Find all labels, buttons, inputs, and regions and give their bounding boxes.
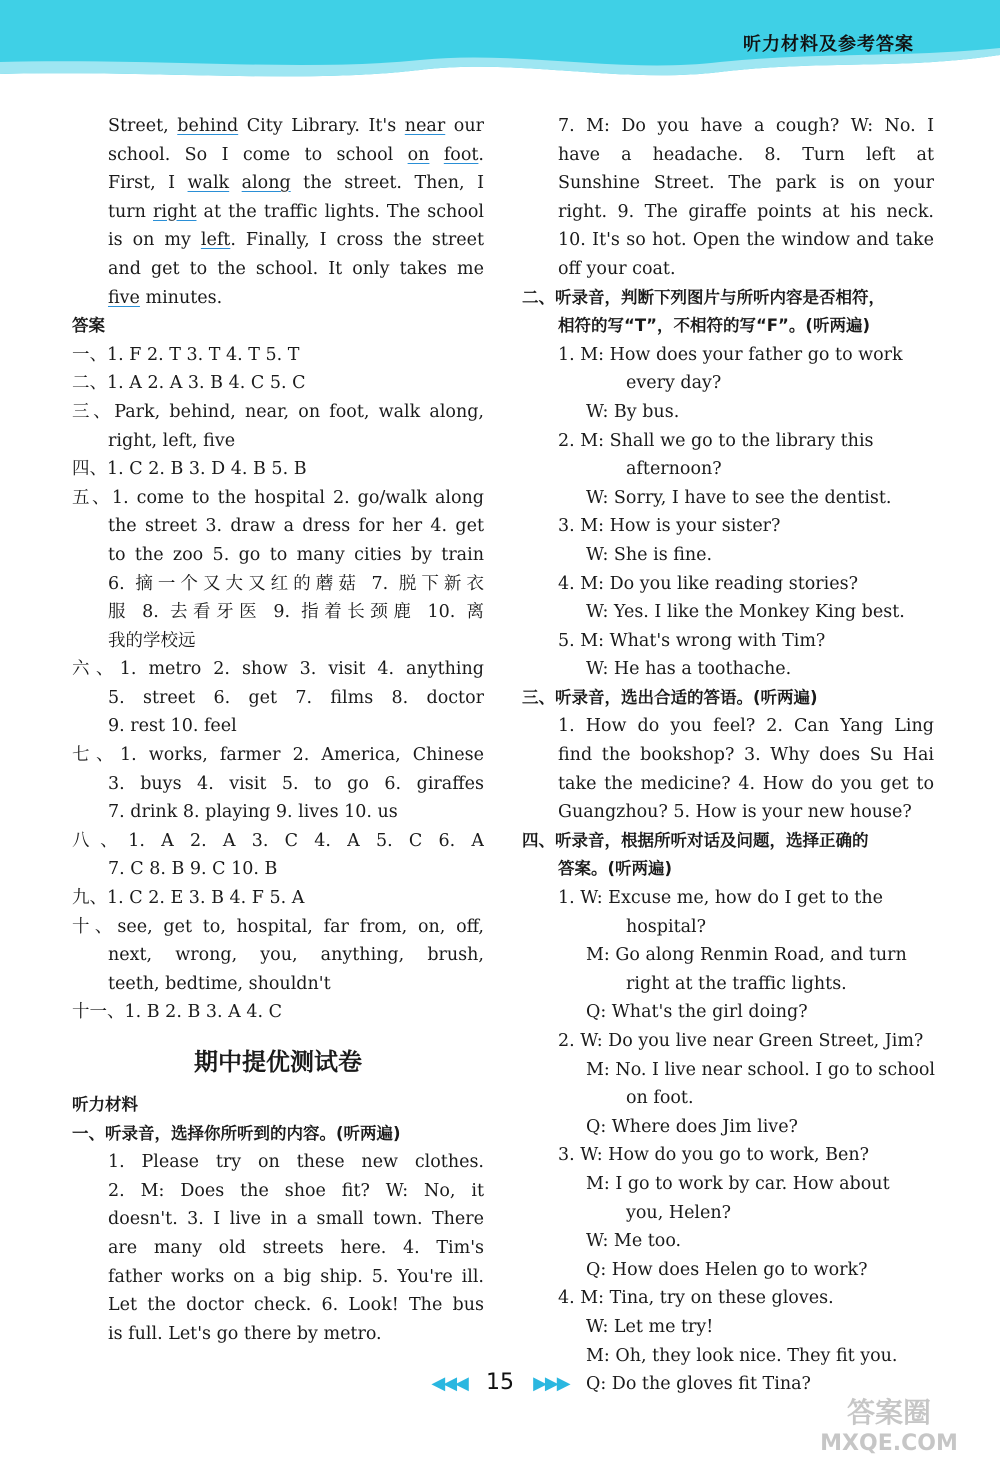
dialogue-line: 7. M: Do you have a cough? W: No. I (558, 116, 934, 136)
listening-heading: 听力材料 (72, 1095, 138, 1114)
dialogue-line: 1. M: How does your father go to work (558, 344, 903, 365)
answer-line: right, left, five (108, 430, 236, 451)
answer-line: 7. C 8. B 9. C 10. B (108, 859, 278, 880)
dialogue-line: right. 9. The giraffe points at his neck. (558, 201, 934, 222)
dialogue-line: Sunshine Street. The park is on your (558, 173, 934, 194)
page-number: 15 (486, 1370, 514, 1395)
dialogue-line: M: Go along Renmin Road, and turn (586, 945, 907, 966)
dialogue-line: hospital? (626, 916, 707, 937)
header-banner (0, 0, 1000, 100)
dialogue-line: W: He has a toothache. (586, 659, 792, 680)
answer-line: 七、1. works, farmer 2. America, Chinese (72, 745, 484, 766)
dialogue-line: father works on a big ship. 5. You're ill. (108, 1266, 484, 1287)
dialogue-line: 3. W: How do you go to work, Ben? (558, 1145, 869, 1166)
dialogue-line: Q: What's the girl doing? (586, 1002, 808, 1023)
dialogue-line: M: Oh, they look nice. They fit you. (586, 1345, 898, 1366)
text-line: and get to the school. It only takes me (108, 258, 484, 279)
answers-list (72, 341, 484, 1027)
text-line: Street, behind City Library. It's near our (108, 116, 484, 136)
dialogue-line: afternoon? (626, 459, 722, 480)
part2-heading (522, 284, 934, 341)
dialogue-line: 3. M: How is your sister? (558, 516, 781, 537)
left-column (72, 112, 484, 1348)
answer-line: 八、1. A 2. A 3. C 4. A 5. C 6. A (72, 830, 484, 851)
answer-line: 九、1. C 2. E 3. B 4. F 5. A (72, 888, 305, 909)
part2-heading-line: 二、听录音，判断下列图片与所听内容是否相符， (522, 287, 885, 307)
watermark-logo (794, 1392, 984, 1456)
part3-list (522, 712, 934, 826)
dialogue-line: 2. M: Shall we go to the library this (558, 430, 874, 451)
text-line: school. So I come to school on foot. (108, 144, 484, 165)
answer-line: 服 8. 去看牙医 9. 指着长颈鹿 10. 离 (108, 602, 484, 623)
dialogue-line: 4. M: Tina, try on these gloves. (558, 1288, 834, 1309)
dialogue-line: Guangzhou? 5. How is your new house? (558, 802, 912, 823)
header-title: 听力材料及参考答案 (743, 34, 914, 55)
text-line: five minutes. (108, 287, 223, 308)
answers-heading: 答案 (72, 316, 105, 336)
answer-line: 五、1. come to the hospital 2. go/walk along (72, 487, 484, 508)
answer-line: 四、1. C 2. B 3. D 4. B 5. B (72, 459, 307, 480)
text-line: First, I walk along the street. Then, I (108, 173, 484, 194)
dialogue-line: 4. M: Do you like reading stories? (558, 573, 858, 594)
answer-line: 十一、1. B 2. B 3. A 4. C (72, 1002, 282, 1023)
dialogue-line: 1. Please try on these new clothes. (108, 1152, 484, 1173)
dialogue-line: 10. It's so hot. Open the window and take (558, 230, 934, 251)
dialogue-line: W: Yes. I like the Monkey King best. (586, 602, 905, 623)
next-arrows-icon: ▶▶▶ (533, 1373, 569, 1394)
dialogue-line: 5. M: What's wrong with Tim? (558, 630, 826, 651)
dialogue-line: M: I go to work by car. How about (586, 1173, 890, 1194)
dialogue-line: Q: Where does Jim live? (586, 1116, 798, 1137)
section-title: 期中提优测试卷 (194, 1048, 362, 1076)
dialogue-line: is full. Let's go there by metro. (108, 1323, 382, 1344)
dialogue-line: W: By bus. (586, 401, 680, 422)
dialogue-line: Q: How does Helen go to work? (586, 1259, 868, 1280)
part2-heading-line: 相符的写“T”，不相符的写“F”。(听两遍) (558, 316, 870, 336)
part4-heading-line: 答案。(听两遍) (558, 859, 673, 879)
part4-heading (522, 827, 934, 884)
answer-line: 我的学校远 (108, 630, 196, 651)
answer-line: the street 3. draw a dress for her 4. get (108, 516, 484, 537)
answer-line: 9. rest 10. feel (108, 716, 237, 737)
dialogue-line: are many old streets here. 4. Tim's (108, 1237, 484, 1258)
dialogue-line: 2. W: Do you live near Green Street, Jim? (558, 1031, 924, 1051)
dialogue-line: W: She is fine. (586, 544, 713, 565)
answer-line: teeth, bedtime, shouldn't (108, 973, 331, 994)
part1-heading: 一、听录音，选择你所听到的内容。(听两遍) (72, 1123, 401, 1143)
part4-list (522, 884, 934, 1399)
svg-text:答案圈: 答案圈 (846, 1396, 932, 1429)
dialogue-line: 2. M: Does the shoe fit? W: No, it (108, 1180, 484, 1201)
dialogue-line: Let the doctor check. 6. Look! The bus (108, 1295, 484, 1316)
svg-text:MXQE.COM: MXQE.COM (820, 1431, 958, 1456)
answer-line: 十、see, get to, hospital, far from, on, off, (72, 916, 484, 937)
part1-list (72, 1148, 484, 1348)
answer-line: 6. 摘一个又大又红的蘑菇 7. 脱下新衣 (108, 573, 484, 594)
dialogue-line: 1. W: Excuse me, how do I get to the (558, 888, 883, 909)
dialogue-line: M: No. I live near school. I go to school (586, 1059, 935, 1080)
dialogue-line: you, Helen? (626, 1202, 732, 1223)
part3-heading: 三、听录音，选出合适的答语。(听两遍) (522, 687, 818, 707)
dialogue-line: find the bookshop? 3. Why does Su Hai (558, 745, 934, 766)
part2-list (522, 341, 934, 684)
text-line: is on my left. Finally, I cross the street (108, 230, 484, 251)
dialogue-line: W: Me too. (586, 1231, 682, 1252)
dialogue-line: Q: Do the gloves fit Tina? (586, 1374, 811, 1395)
answer-line: 一、1. F 2. T 3. T 4. T 5. T (72, 344, 300, 365)
dialogue-line: 1. How do you feel? 2. Can Yang Ling (558, 716, 934, 737)
dialogue-line: on foot. (626, 1088, 694, 1109)
dialogue-line: every day? (626, 373, 722, 394)
dialogue-line: have a headache. 8. Turn left at (558, 144, 934, 165)
part4-heading-line: 四、听录音，根据所听对话及问题，选择正确的 (522, 830, 869, 850)
answer-line: 7. drink 8. playing 9. lives 10. us (108, 802, 398, 823)
answer-line: 二、1. A 2. A 3. B 4. C 5. C (72, 373, 306, 394)
answer-line: 三、Park, behind, near, on foot, walk along, (72, 401, 484, 422)
answer-line: 六、1. metro 2. show 3. visit 4. anything (72, 659, 484, 680)
part1-continued (522, 112, 934, 284)
text-line: turn right at the traffic lights. The school (108, 201, 484, 222)
answer-line: to the zoo 5. go to many cities by train (108, 544, 484, 565)
answer-line: 5. street 6. get 7. films 8. doctor (108, 687, 484, 708)
prev-arrows-icon: ◀◀◀ (431, 1373, 467, 1394)
right-column (522, 112, 934, 1399)
dialogue-line: off your coat. (558, 258, 676, 279)
dialogue-line: doesn't. 3. I live in a small town. There (108, 1209, 484, 1230)
dialogue-line: right at the traffic lights. (626, 973, 847, 994)
dialogue-line: W: Let me try! (586, 1316, 714, 1337)
answer-line: 3. buys 4. visit 5. to go 6. giraffes (108, 773, 484, 794)
dialogue-line: take the medicine? 4. How do you get to (558, 773, 934, 794)
dialogue-line: W: Sorry, I have to see the dentist. (586, 487, 892, 508)
answer-line: next, wrong, you, anything, brush, (108, 945, 484, 966)
